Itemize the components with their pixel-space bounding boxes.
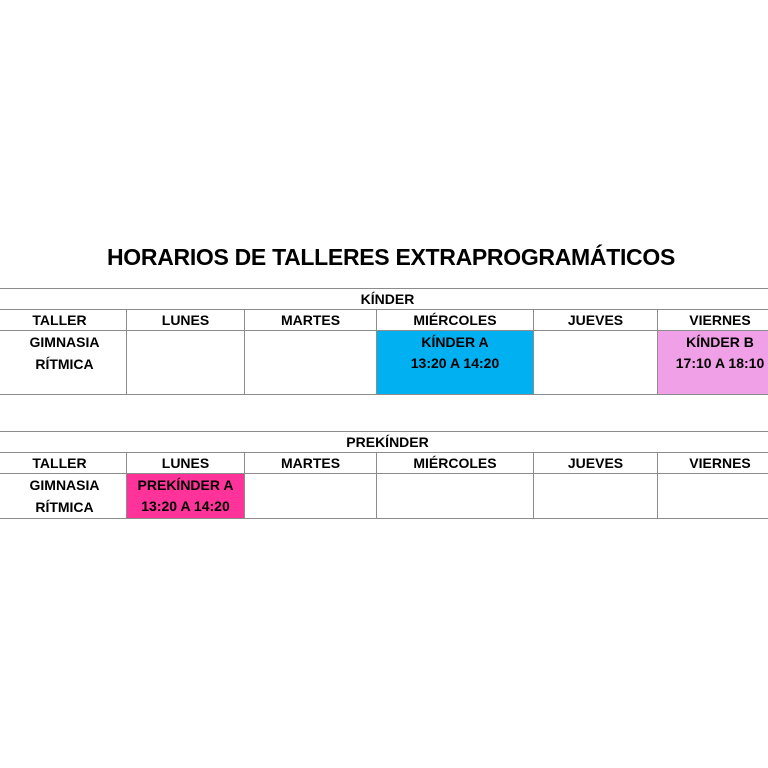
column-header-taller: TALLER: [0, 310, 127, 331]
cell-miercoles: [377, 474, 534, 519]
level-heading: PREKÍNDER: [0, 432, 768, 453]
slot-cell-viernes: [658, 331, 768, 395]
column-header-jueves: JUEVES: [534, 453, 658, 474]
column-header-miercoles: MIÉRCOLES: [377, 453, 534, 474]
column-header-martes: MARTES: [245, 453, 377, 474]
cell-martes: [245, 474, 377, 519]
taller-name-line1: GIMNASIA: [29, 334, 100, 350]
taller-name-line1: GIMNASIA: [29, 477, 100, 493]
cell-viernes: [658, 474, 768, 519]
cell-jueves: [534, 474, 658, 519]
slot-time: 17:10 A 18:10: [675, 355, 765, 371]
column-header-jueves: JUEVES: [534, 310, 658, 331]
taller-cell: [0, 331, 127, 395]
column-header-martes: MARTES: [245, 310, 377, 331]
header-row: [0, 453, 768, 474]
table-row: [0, 474, 768, 519]
header-row: [0, 310, 768, 331]
schedule-table-prekinder: [0, 431, 768, 519]
cell-lunes: [127, 331, 245, 395]
column-header-lunes: LUNES: [127, 453, 245, 474]
cell-martes: [245, 331, 377, 395]
slot-time: 13:20 A 14:20: [141, 498, 230, 514]
taller-name-line2: RÍTMICA: [35, 356, 94, 372]
table-row: [0, 331, 768, 395]
page-title: HORARIOS DE TALLERES EXTRAPROGRAMÁTICOS: [106, 244, 675, 270]
taller-cell: [0, 474, 127, 519]
taller-name-line2: RÍTMICA: [35, 499, 94, 515]
column-header-taller: TALLER: [0, 453, 127, 474]
cell-jueves: [534, 331, 658, 395]
slot-group: PREKÍNDER A: [137, 477, 234, 493]
level-heading: KÍNDER: [0, 289, 768, 310]
schedule-table-kinder: [0, 288, 768, 395]
column-header-viernes: VIERNES: [658, 310, 768, 331]
slot-group: KÍNDER A: [421, 334, 489, 350]
slot-cell-miercoles: [377, 331, 534, 395]
column-header-viernes: VIERNES: [658, 453, 768, 474]
level-row: [0, 432, 768, 453]
column-header-miercoles: MIÉRCOLES: [377, 310, 534, 331]
slot-cell-lunes: [127, 474, 245, 519]
column-header-lunes: LUNES: [127, 310, 245, 331]
slot-time: 13:20 A 14:20: [410, 355, 500, 371]
slot-group: KÍNDER B: [686, 334, 754, 350]
level-row: [0, 289, 768, 310]
